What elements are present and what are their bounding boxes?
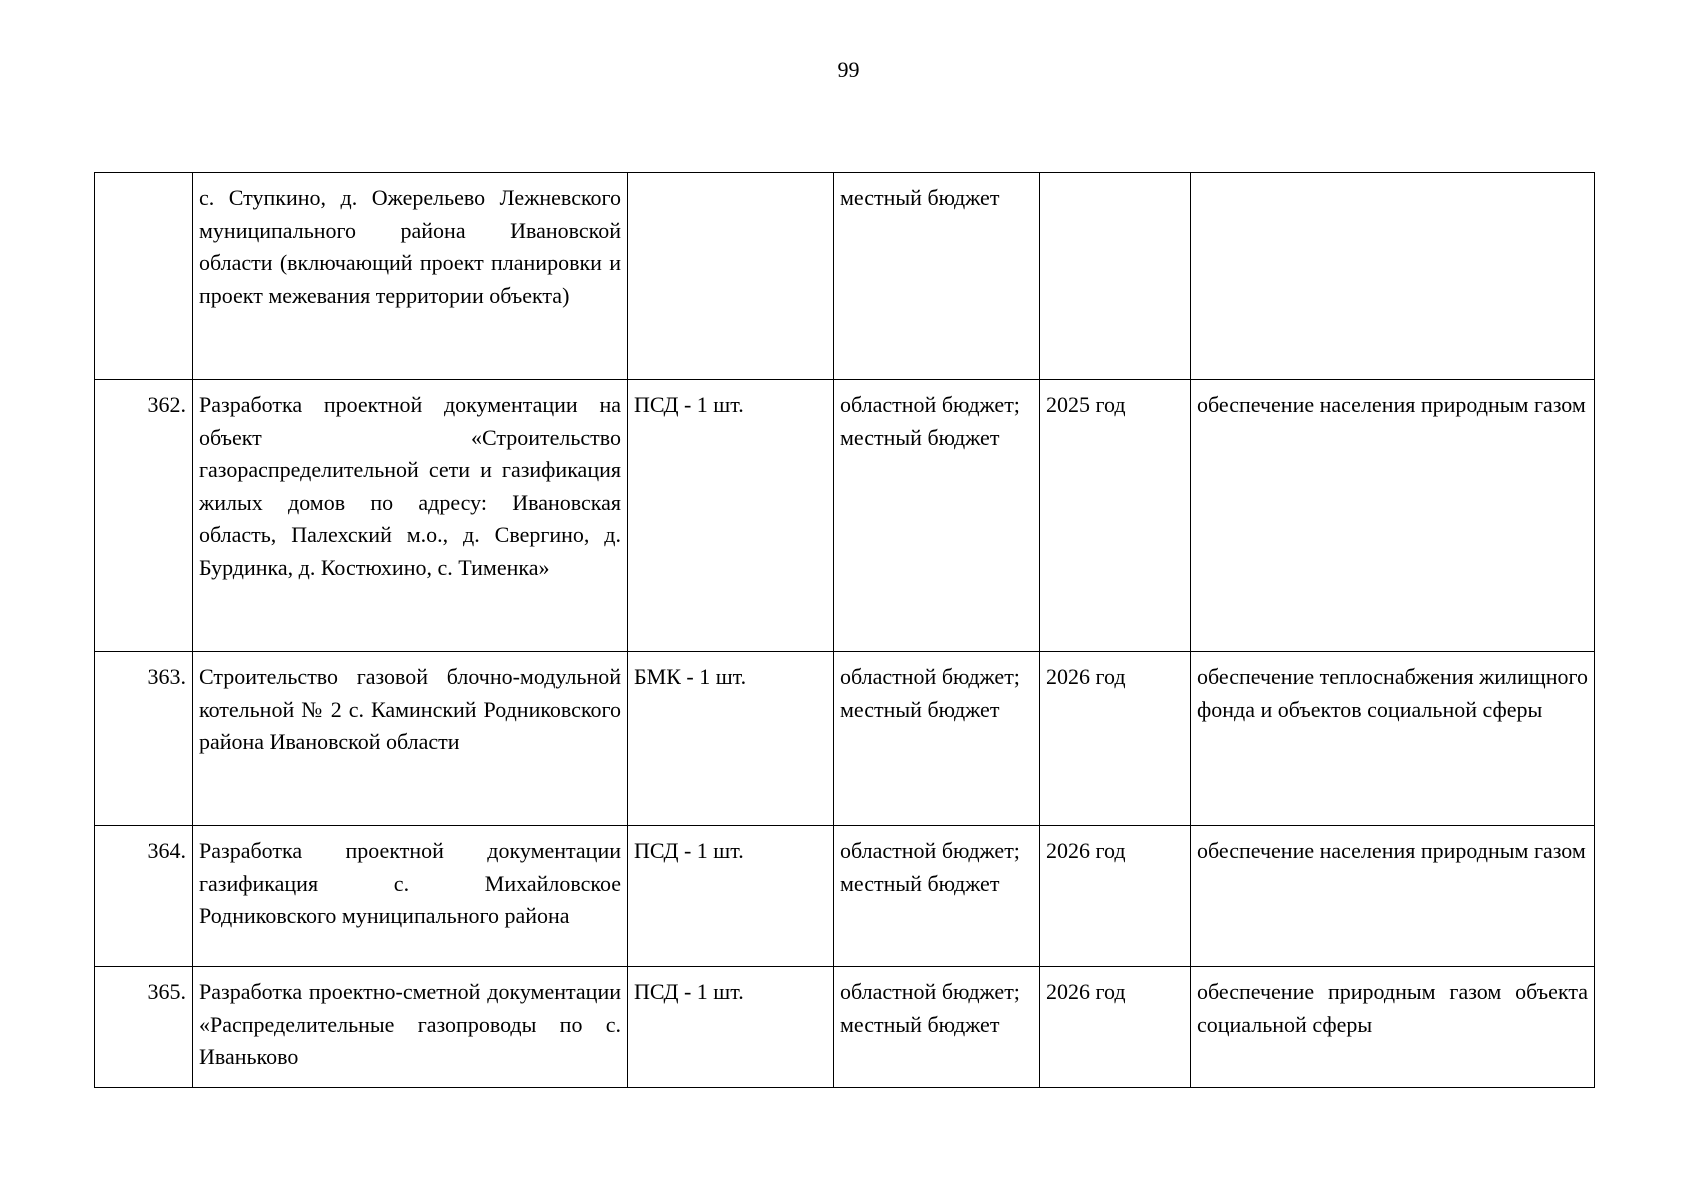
measure-goal bbox=[1191, 173, 1595, 380]
table-row bbox=[95, 826, 1595, 967]
measure-result: ПСД - 1 шт. bbox=[628, 380, 834, 652]
measure-goal: обеспечение населения природным газом bbox=[1191, 380, 1595, 652]
row-number: 363. bbox=[95, 652, 193, 826]
implementation-period: 2026 год bbox=[1040, 967, 1191, 1088]
measure-result: ПСД - 1 шт. bbox=[628, 967, 834, 1088]
table-row bbox=[95, 967, 1595, 1088]
row-number: 364. bbox=[95, 826, 193, 967]
measure-result: БМК - 1 шт. bbox=[628, 652, 834, 826]
table-row bbox=[95, 380, 1595, 652]
measure-result: ПСД - 1 шт. bbox=[628, 826, 834, 967]
funding-source: областной бюджет; местный бюджет bbox=[834, 652, 1040, 826]
measure-goal: обеспечение теплоснабжения жилищного фонда и объектов социальной сферы bbox=[1191, 652, 1595, 826]
funding-source: областной бюджет; местный бюджет bbox=[834, 967, 1040, 1088]
table-row bbox=[95, 652, 1595, 826]
measure-name: Разработка проектной документации на объект «Строительство газораспределительной сети и газификация жилых домов по адресу: Ивановская область, Палехский м.о., д. Свергино, д. Бурдинка, д. Костюхино, с. Тименка» bbox=[193, 380, 628, 652]
measure-name: с. Ступкино, д. Ожерельево Лежневского муниципального района Ивановской области (включающий проект планировки и проект межевания территории объекта) bbox=[193, 173, 628, 380]
measure-name: Разработка проектно-сметной документации «Распределительные газопроводы по с. Иваньково bbox=[193, 967, 628, 1088]
measures-table bbox=[94, 172, 1595, 1088]
funding-source: местный бюджет bbox=[834, 173, 1040, 380]
table-row bbox=[95, 173, 1595, 380]
page-number: 99 bbox=[837, 57, 860, 82]
measure-name: Строительство газовой блочно-модульной котельной № 2 с. Каминский Родниковского района Ивановской области bbox=[193, 652, 628, 826]
measure-result bbox=[628, 173, 834, 380]
funding-source: областной бюджет; местный бюджет bbox=[834, 826, 1040, 967]
row-number: 362. bbox=[95, 380, 193, 652]
implementation-period bbox=[1040, 173, 1191, 380]
row-number: 365. bbox=[95, 967, 193, 1088]
implementation-period: 2026 год bbox=[1040, 826, 1191, 967]
implementation-period: 2025 год bbox=[1040, 380, 1191, 652]
row-number bbox=[95, 173, 193, 380]
measure-goal: обеспечение природным газом объекта социальной сферы bbox=[1191, 967, 1595, 1088]
measure-goal: обеспечение населения природным газом bbox=[1191, 826, 1595, 967]
measure-name: Разработка проектной документации газификация с. Михайловское Родниковского муниципального района bbox=[193, 826, 628, 967]
implementation-period: 2026 год bbox=[1040, 652, 1191, 826]
funding-source: областной бюджет; местный бюджет bbox=[834, 380, 1040, 652]
